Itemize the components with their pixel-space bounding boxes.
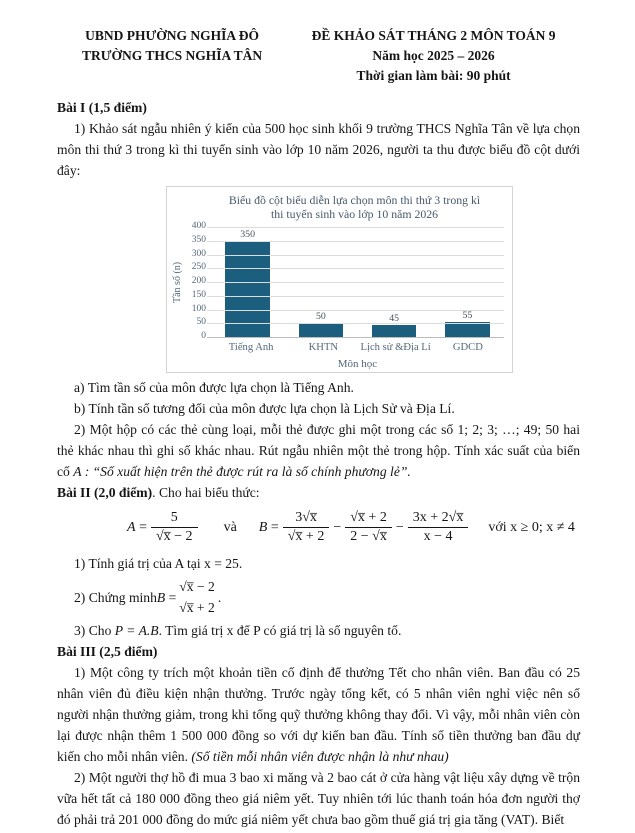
bar-value-label: 50	[315, 311, 326, 323]
fraction-B2	[345, 510, 392, 545]
gridline	[207, 241, 504, 242]
p2-event-quote: : “Số xuất hiện trên thẻ được rút ra là số chính phương lẻ”.	[81, 464, 411, 479]
x-axis-title: Môn học	[337, 358, 378, 370]
y-tick-label: 100	[191, 303, 206, 314]
p3-1-text: 1) Một công ty trích một khoản tiền cố định để thưởng Tết cho nhân viên. Ban đầu có 25 nhân viên đủ điều kiện nhận thưởng. Trước ngày tổng kết, có 5 nhân viên nghỉ việc nên số người nhận thưởng giảm, trong khi tổng quỹ thưởng không thay đổi. Vì vậy, mỗi nhân viên còn lại được nhận thêm 1 500 000 đồng so với dự kiến ban đầu. Tính số tiền thưởng ban đầu dự kiến cho mỗi nhân viên.	[57, 665, 580, 764]
bar-chart	[166, 186, 513, 373]
bar-value-label: 55	[462, 309, 473, 321]
x-category-label: GDCD	[452, 342, 483, 353]
x-category-label: Tiếng Anh	[228, 342, 274, 353]
y-axis-title: Tần số (n)	[172, 261, 183, 303]
item3-pre: 3) Cho	[74, 623, 115, 638]
fraction-B1-numerator: 3√x̅	[283, 510, 330, 528]
section-2-item-1: 1) Tính giá trị của A tại x = 25.	[74, 556, 243, 571]
y-tick-label: 150	[191, 289, 206, 300]
y-tick-label: 350	[191, 234, 206, 245]
exam-title-block	[287, 26, 580, 86]
p2-mid: hai thẻ khác nhau thì ghi số khác nhau. Rút ngẫu nhiên một thẻ trong hộp. Tính xác suất của biến cố	[57, 422, 580, 479]
p2-number-list: 1; 2; 3; …; 49; 50	[457, 422, 560, 437]
fraction-B2-denominator: 2 − √x̅	[350, 529, 387, 544]
section-2-heading: Bài II (2,0 điểm)	[57, 485, 153, 500]
authority-line2: TRƯỜNG THCS NGHĨA TÂN	[81, 48, 263, 63]
section-3-paragraph-2: 2) Một người thợ hồ đi mua 3 bao xi măng và 2 bao cát ở cửa hàng vật liệu xây dựng về trộn vữa hết tất cả 180 000 đồng theo giá niêm yết. Tuy nhiên tới lúc thanh toán hóa đơn người thợ đó phải trả 201 000 đồng do mức giá niêm yết chưa bao gồm thuế giá trị gia tăng (VAT). Biết	[57, 770, 580, 827]
section-2-heading-rest: . Cho hai biểu thức:	[152, 485, 260, 500]
section-2-item-2	[57, 576, 580, 618]
document-header	[57, 26, 580, 86]
equals-sign-2: =	[270, 519, 279, 535]
fraction-A-denominator: √x̅ − 2	[155, 529, 193, 544]
event-variable: A	[73, 464, 82, 479]
section-1-heading: Bài I (1,5 điểm)	[57, 100, 147, 115]
fraction-B1	[283, 510, 330, 545]
item3-math: P = A.B	[114, 623, 159, 638]
fraction-B3-denominator: x − 4	[423, 529, 453, 544]
item2-fraction	[179, 576, 215, 618]
gridline	[207, 323, 504, 324]
y-tick-label: 300	[191, 248, 206, 259]
gridline	[207, 310, 504, 311]
domain-condition: với x ≥ 0; x ≠ 4	[488, 519, 575, 535]
gridline	[207, 282, 504, 283]
p2-pre: 2) Một hộp có các thẻ cùng loại, mỗi thẻ được ghi một trong các số	[74, 422, 458, 437]
school-year: Năm học 2025 – 2026	[372, 48, 495, 63]
exam-title: ĐỀ KHẢO SÁT THÁNG 2 MÔN TOÁN 9	[311, 28, 556, 43]
bar-value-label: 45	[389, 312, 400, 324]
fraction-A	[151, 510, 198, 545]
minus-sign-2: −	[395, 519, 404, 535]
chart-middle	[171, 221, 504, 341]
authority-line1: UBND PHƯỜNG NGHĨA ĐÔ	[85, 28, 259, 43]
y-tick-label: 50	[196, 317, 206, 328]
chart-category-labels	[215, 342, 504, 354]
fraction-B3	[408, 510, 469, 545]
gridline	[207, 227, 504, 228]
item2-var-B: B	[156, 589, 166, 605]
y-tick-label: 400	[191, 221, 206, 231]
chart-plot-area	[211, 227, 504, 337]
section-1-paragraph-2	[57, 419, 580, 482]
section-1-paragraph-1: 1) Khảo sát ngẫu nhiên ý kiến của 500 học sinh khối 9 trường THCS Nghĩa Tân về lựa chọn môn thi thứ 3 trong kì thi tuyển sinh vào lớp 10 năm 2026, người ta thu được biểu đồ cột dưới đây:	[57, 121, 580, 178]
item2-pre: 2) Chứng minh	[74, 589, 157, 605]
gridline	[207, 337, 504, 338]
exam-duration: Thời gian làm bài: 90 phút	[356, 68, 511, 83]
gridline	[207, 255, 504, 256]
item2-equals: =	[168, 589, 177, 605]
fraction-A-numerator: 5	[151, 510, 198, 528]
x-category-label: Lịch sử &Địa Lí	[360, 342, 431, 353]
question-1b: b) Tính tần số tương đối của môn được lựa chọn là Lịch Sử và Địa Lí.	[74, 401, 455, 416]
y-tick-label: 250	[191, 262, 206, 273]
var-A: A	[127, 519, 136, 535]
item2-fraction-denominator: √x̅ + 2	[179, 600, 215, 615]
y-tick-label: 0	[201, 331, 206, 341]
equals-sign: =	[139, 519, 147, 535]
item3-post: . Tìm giá trị x để P có giá trị là số nguyên tố.	[158, 623, 402, 638]
y-tick-label: 200	[191, 276, 206, 286]
word-and: và	[223, 519, 237, 535]
item2-period: .	[217, 589, 222, 605]
question-1a: a) Tìm tần số của môn được lựa chọn là Tiếng Anh.	[74, 380, 354, 395]
fraction-B2-numerator: √x̅ + 2	[345, 510, 392, 528]
chart-title	[205, 194, 504, 221]
bar	[299, 323, 344, 337]
fraction-B1-denominator: √x̅ + 2	[287, 529, 325, 544]
chart-title-line2: thi tuyển sinh vào lớp 10 năm 2026	[270, 206, 439, 221]
section-2-heading-line	[57, 482, 580, 503]
gridline	[207, 268, 504, 269]
section-2-item-3	[57, 620, 580, 641]
issuing-authority	[57, 26, 287, 86]
bar-value-label: 350	[240, 228, 255, 240]
gridline	[207, 296, 504, 297]
minus-sign: −	[333, 519, 342, 535]
x-category-label: KHTN	[308, 342, 339, 353]
var-B: B	[258, 519, 268, 535]
item2-fraction-numerator: √x̅ − 2	[179, 579, 215, 594]
chart-title-line1: Biểu đồ cột biểu diễn lựa chọn môn thi thứ 3 trong kì	[228, 193, 481, 207]
bar	[372, 325, 417, 337]
expressions-formula	[127, 510, 580, 545]
section-3-heading: Bài III (2,5 điểm)	[57, 644, 158, 659]
p3-1-note-italic: (Số tiền mỗi nhân viên được nhận là như nhau)	[191, 749, 449, 764]
fraction-B3-numerator: 3x + 2√x̅	[408, 510, 469, 528]
section-3-paragraph-1	[57, 662, 580, 767]
